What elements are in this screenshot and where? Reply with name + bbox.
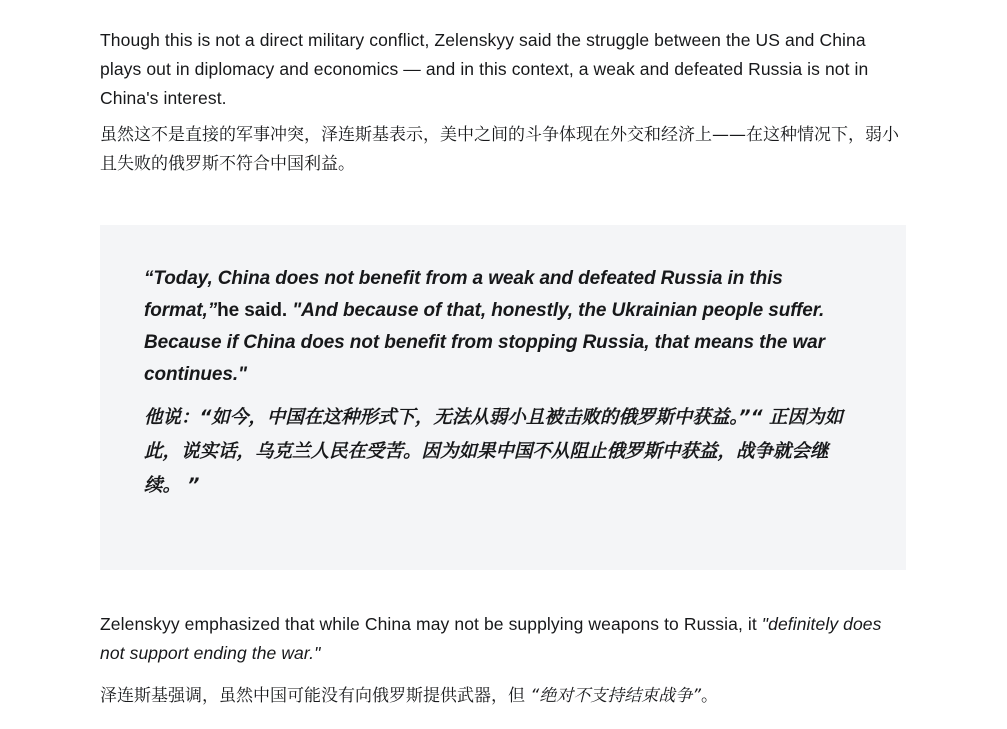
intro-paragraph-english: Though this is not a direct military conflict, Zelenskyy said the struggle between the US and China plays out in diplomacy and economics — and in this context, a weak and defeated Russia is not in China's interest. (100, 30, 869, 108)
pullquote-chinese: 他说：“如今，中国在这种形式下，无法从弱小且被击败的俄罗斯中获益。”“ 正因为如此，说实话，乌克兰人民在受苦。因为如果中国不从阻止俄罗斯中获益，战争就会继续。 ” (144, 407, 843, 496)
intro-block (100, 26, 900, 179)
pullquote-english-part2: "And because of that, honestly, the Ukrainian people suffer. Because if China does not benefit from stopping Russia, that means the war continues." (144, 300, 825, 385)
outro-chinese-quote: “绝对不支持结束战争” (530, 686, 702, 706)
pullquote-english-part1: “Today, China does not benefit from a weak and defeated Russia in this format,” (144, 268, 783, 321)
outro-block (100, 610, 900, 711)
outro-english-quote: "definitely does not support ending the war." (100, 614, 882, 663)
outro-chinese-lead: 泽连斯基强调，虽然中国可能没有向俄罗斯提供武器，但 (100, 686, 525, 706)
pullquote-english (144, 263, 862, 391)
outro-english-lead: Zelenskyy emphasized that while China may not be supplying weapons to Russia, it (100, 614, 757, 634)
outro-chinese-end: 。 (701, 686, 719, 706)
outro-paragraph-chinese (100, 682, 900, 711)
pullquote-block (100, 225, 906, 570)
pullquote-inner (100, 225, 906, 503)
outro-paragraph-english (100, 610, 900, 668)
intro-paragraph-chinese: 虽然这不是直接的军事冲突，泽连斯基表示，美中之间的斗争体现在外交和经济上——在这种情况下，弱小且失败的俄罗斯不符合中国利益。 (100, 125, 899, 174)
pullquote-attribution: he said. (217, 300, 288, 321)
